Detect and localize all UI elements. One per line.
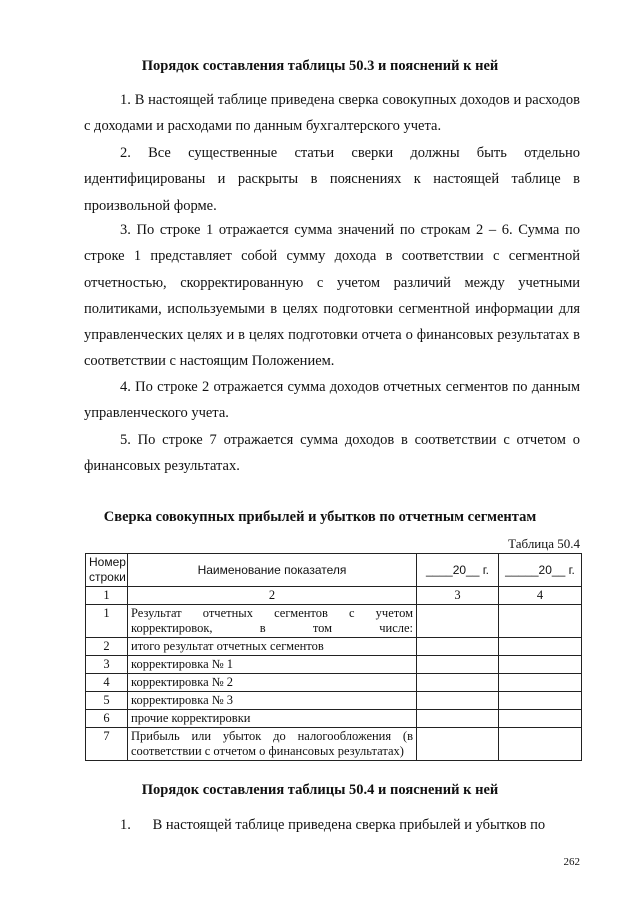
row-number: 1 (86, 605, 128, 638)
row-number: 2 (86, 638, 128, 656)
row-number: 4 (86, 674, 128, 692)
header-indicator-name: Наименование показателя (128, 554, 417, 587)
row-name: корректировка № 3 (128, 692, 417, 710)
column-number-row (86, 587, 582, 605)
col-number: 2 (128, 587, 417, 605)
section-title-50-3: Порядок составления таблицы 50.3 и пояснений к ней (141, 58, 499, 74)
col-number: 3 (417, 587, 499, 605)
header-row-number: Номер строки (86, 554, 128, 587)
paragraph-2: 2. Все существенные статьи сверки должны быть отдельно идентифицированы и раскрыты в пояснениях к настоящей таблице в произвольной форме. (84, 145, 580, 214)
value-cell (499, 674, 582, 692)
value-cell (417, 674, 499, 692)
value-cell (417, 710, 499, 728)
row-name: итого результат отчетных сегментов (128, 638, 417, 656)
table-title: Сверка совокупных прибылей и убытков по отчетным сегментам (103, 509, 537, 525)
reconciliation-table (85, 553, 582, 761)
header-year-2: _____20__ г. (499, 554, 582, 587)
paragraph-3: 3. По строке 1 отражается сумма значений по строкам 2 – 6. Сумма по строке 1 представляет собой сумму дохода в соответствии с сегментной отчетностью, скорректированную с учетом различий между учетными политиками, используемыми в целях подготовки сегментной информации для управленческих целях и в целях подготовки отчета о финансовых результатах в соответствии с настоящим Положением. (84, 222, 580, 370)
table-row (86, 674, 582, 692)
table-row (86, 605, 582, 638)
row-name: прочие корректировки (128, 710, 417, 728)
row-name: корректировка № 1 (128, 656, 417, 674)
header-year-1: ____20__ г. (417, 554, 499, 587)
row-name: Прибыль или убыток до налогообложения (в соответствии с отчетом о финансовых результатах) (128, 728, 417, 761)
row-number: 7 (86, 728, 128, 761)
table-row (86, 656, 582, 674)
table-header-row (86, 554, 582, 587)
section-title-50-4: Порядок составления таблицы 50.4 и пояснений к ней (141, 782, 499, 798)
table-row (86, 638, 582, 656)
table-row (86, 692, 582, 710)
value-cell (417, 605, 499, 638)
page-number: 262 (563, 856, 580, 868)
value-cell (499, 605, 582, 638)
row-name: Результат отчетных сегментов с учетом корректировок, в том числе: (128, 605, 417, 638)
paragraph-5: 5. По строке 7 отражается сумма доходов в соответствии с отчетом о финансовых результатах. (84, 432, 580, 475)
paragraph-4: 4. По строке 2 отражается сумма доходов отчетных сегментов по данным управленческого учета. (84, 379, 580, 422)
value-cell (499, 692, 582, 710)
value-cell (499, 728, 582, 761)
value-cell (417, 656, 499, 674)
table-caption: Таблица 50.4 (508, 536, 580, 551)
row-number: 5 (86, 692, 128, 710)
value-cell (499, 710, 582, 728)
paragraph-1: 1. В настоящей таблице приведена сверка совокупных доходов и расходов с доходами и расходами по данным бухгалтерского учета. (84, 92, 580, 135)
value-cell (417, 728, 499, 761)
col-number: 1 (86, 587, 128, 605)
value-cell (417, 638, 499, 656)
table-row (86, 710, 582, 728)
paragraph-section2: 1. В настоящей таблице приведена сверка прибылей и убытков по (120, 817, 546, 833)
value-cell (499, 638, 582, 656)
value-cell (499, 656, 582, 674)
row-number: 3 (86, 656, 128, 674)
table-row (86, 728, 582, 761)
col-number: 4 (499, 587, 582, 605)
row-number: 6 (86, 710, 128, 728)
value-cell (417, 692, 499, 710)
row-name: корректировка № 2 (128, 674, 417, 692)
